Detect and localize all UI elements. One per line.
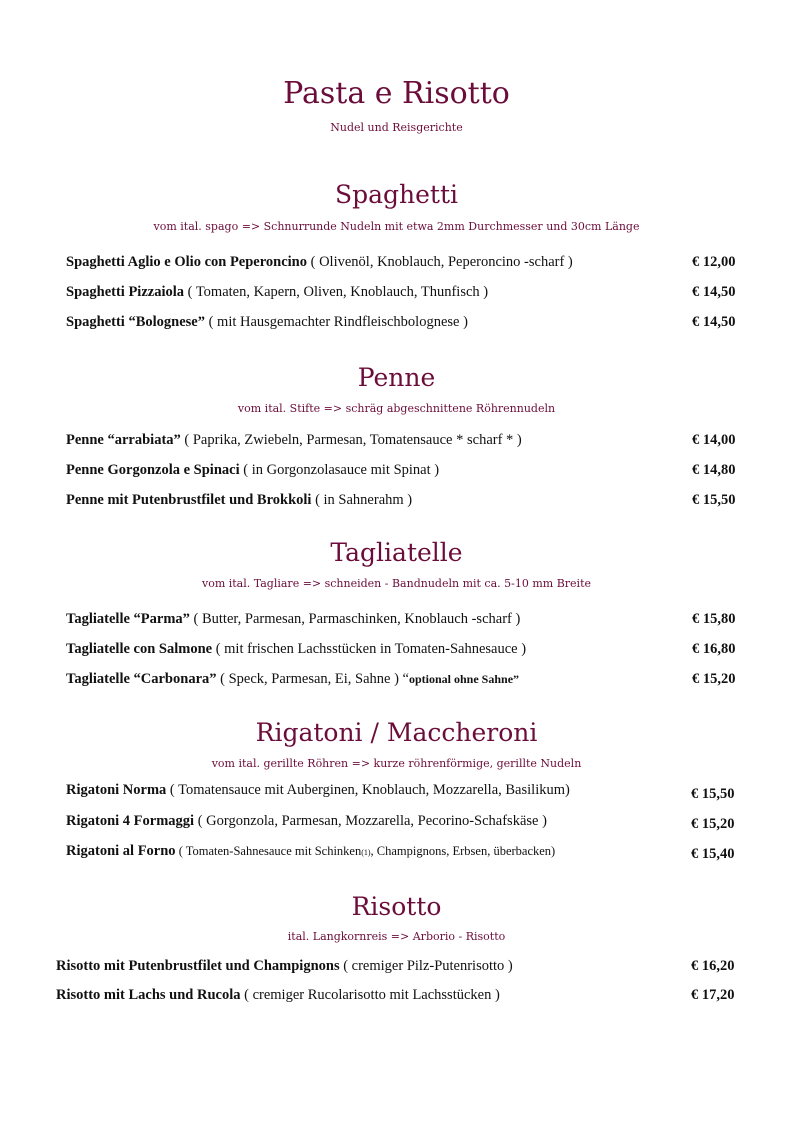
item-name: Risotto mit Lachs und Rucola <box>56 987 241 1003</box>
item-price: € 14,50 <box>692 314 736 330</box>
item-price: € 14,50 <box>692 284 736 300</box>
item-description: ( Tomaten-Sahnesauce mit Schinken <box>175 844 362 858</box>
item-description: ( in Gorgonzolasauce mit Spinat ) <box>239 462 440 478</box>
item-name: Risotto mit Putenbrustfilet und Champignons <box>56 958 340 974</box>
menu-item <box>66 813 547 830</box>
item-description: ( cremiger Pilz-Putenrisotto ) <box>339 958 513 974</box>
item-price: € 15,50 <box>691 786 735 802</box>
page-subtitle: Nudel und Reisgerichte <box>330 121 463 134</box>
item-description: ( Gorgonzola, Parmesan, Mozzarella, Pecorino-Schafskäse ) <box>194 813 547 829</box>
item-option-note: optional ohne Sahne” <box>409 672 520 686</box>
item-footnote-marker: (1) <box>361 848 371 857</box>
item-name: Rigatoni al Forno <box>66 843 176 859</box>
item-description: , Champignons, Erbsen, überbacken) <box>370 844 556 858</box>
item-description: ( Speck, Parmesan, Ei, Sahne ) “ <box>216 671 409 687</box>
item-price: € 15,20 <box>691 816 735 832</box>
item-price: € 16,20 <box>691 958 735 974</box>
section-heading-penne: Penne <box>357 363 436 392</box>
item-name: Tagliatelle con Salmone <box>66 641 213 657</box>
item-name: Penne “arrabiata” <box>66 432 181 448</box>
item-description: ( Butter, Parmesan, Parmaschinken, Knoblauch -scharf ) <box>189 611 521 627</box>
menu-item <box>66 641 526 658</box>
section-heading-rigatoni: Rigatoni / Maccheroni <box>255 718 538 747</box>
menu-item <box>66 284 488 301</box>
section-heading-spaghetti: Spaghetti <box>334 180 459 209</box>
menu-item <box>56 958 513 975</box>
item-price: € 15,40 <box>691 846 735 862</box>
menu-item <box>66 462 439 479</box>
section-subheading-risotto: ital. Langkornreis => Arborio - Risotto <box>287 930 506 943</box>
menu-item <box>66 492 412 509</box>
item-name: Tagliatelle “Carbonara” <box>66 671 217 687</box>
item-name: Rigatoni 4 Formaggi <box>66 813 195 829</box>
section-subheading-tagliatelle: vom ital. Tagliare => schneiden - Bandnudeln mit ca. 5-10 mm Breite <box>201 577 592 590</box>
item-name: Spaghetti “Bolognese” <box>66 314 205 330</box>
menu-item <box>66 843 555 860</box>
item-price: € 14,80 <box>692 462 736 478</box>
item-name: Penne mit Putenbrustfilet und Brokkoli <box>66 492 312 508</box>
item-description: ( Tomaten, Kapern, Oliven, Knoblauch, Thunfisch ) <box>184 284 489 300</box>
item-description: ( Paprika, Zwiebeln, Parmesan, Tomatensauce * scharf * ) <box>180 432 522 448</box>
item-description: ( Tomatensauce mit Auberginen, Knoblauch, Mozzarella, Basilikum) <box>166 782 570 798</box>
item-description: ( in Sahnerahm ) <box>311 492 413 508</box>
item-name: Tagliatelle “Parma” <box>66 611 190 627</box>
menu-item <box>66 782 570 799</box>
item-price: € 15,50 <box>692 492 736 508</box>
item-name: Rigatoni Norma <box>66 782 167 798</box>
menu-item <box>56 987 500 1004</box>
section-heading-risotto: Risotto <box>351 892 442 921</box>
menu-item <box>66 611 520 628</box>
item-price: € 16,80 <box>692 641 736 657</box>
item-price: € 12,00 <box>692 254 736 270</box>
menu-item <box>66 314 468 331</box>
menu-item <box>66 432 522 449</box>
item-name: Spaghetti Aglio e Olio con Peperoncino <box>66 254 307 270</box>
item-price: € 17,20 <box>691 987 735 1003</box>
section-subheading-rigatoni: vom ital. gerillte Röhren => kurze röhrenförmige, gerillte Nudeln <box>211 757 582 770</box>
section-subheading-penne: vom ital. Stifte => schräg abgeschnittene Röhrennudeln <box>237 402 556 415</box>
item-price: € 15,80 <box>692 611 736 627</box>
item-description: ( Olivenöl, Knoblauch, Peperoncino -scharf ) <box>307 254 573 270</box>
item-name: Penne Gorgonzola e Spinaci <box>66 462 240 478</box>
item-price: € 14,00 <box>692 432 736 448</box>
section-heading-tagliatelle: Tagliatelle <box>330 538 463 567</box>
menu-item <box>66 254 573 271</box>
page-title: Pasta e Risotto <box>283 76 510 111</box>
item-description: ( mit frischen Lachsstücken in Tomaten-Sahnesauce ) <box>212 641 527 657</box>
item-description: ( cremiger Rucolarisotto mit Lachsstücken ) <box>240 987 500 1003</box>
menu-item <box>66 671 519 688</box>
item-price: € 15,20 <box>692 671 736 687</box>
section-subheading-spaghetti: vom ital. spago => Schnurrunde Nudeln mit etwa 2mm Durchmesser und 30cm Länge <box>153 220 640 233</box>
item-name: Spaghetti Pizzaiola <box>66 284 185 300</box>
item-description: ( mit Hausgemachter Rindfleischbolognese ) <box>204 314 468 330</box>
